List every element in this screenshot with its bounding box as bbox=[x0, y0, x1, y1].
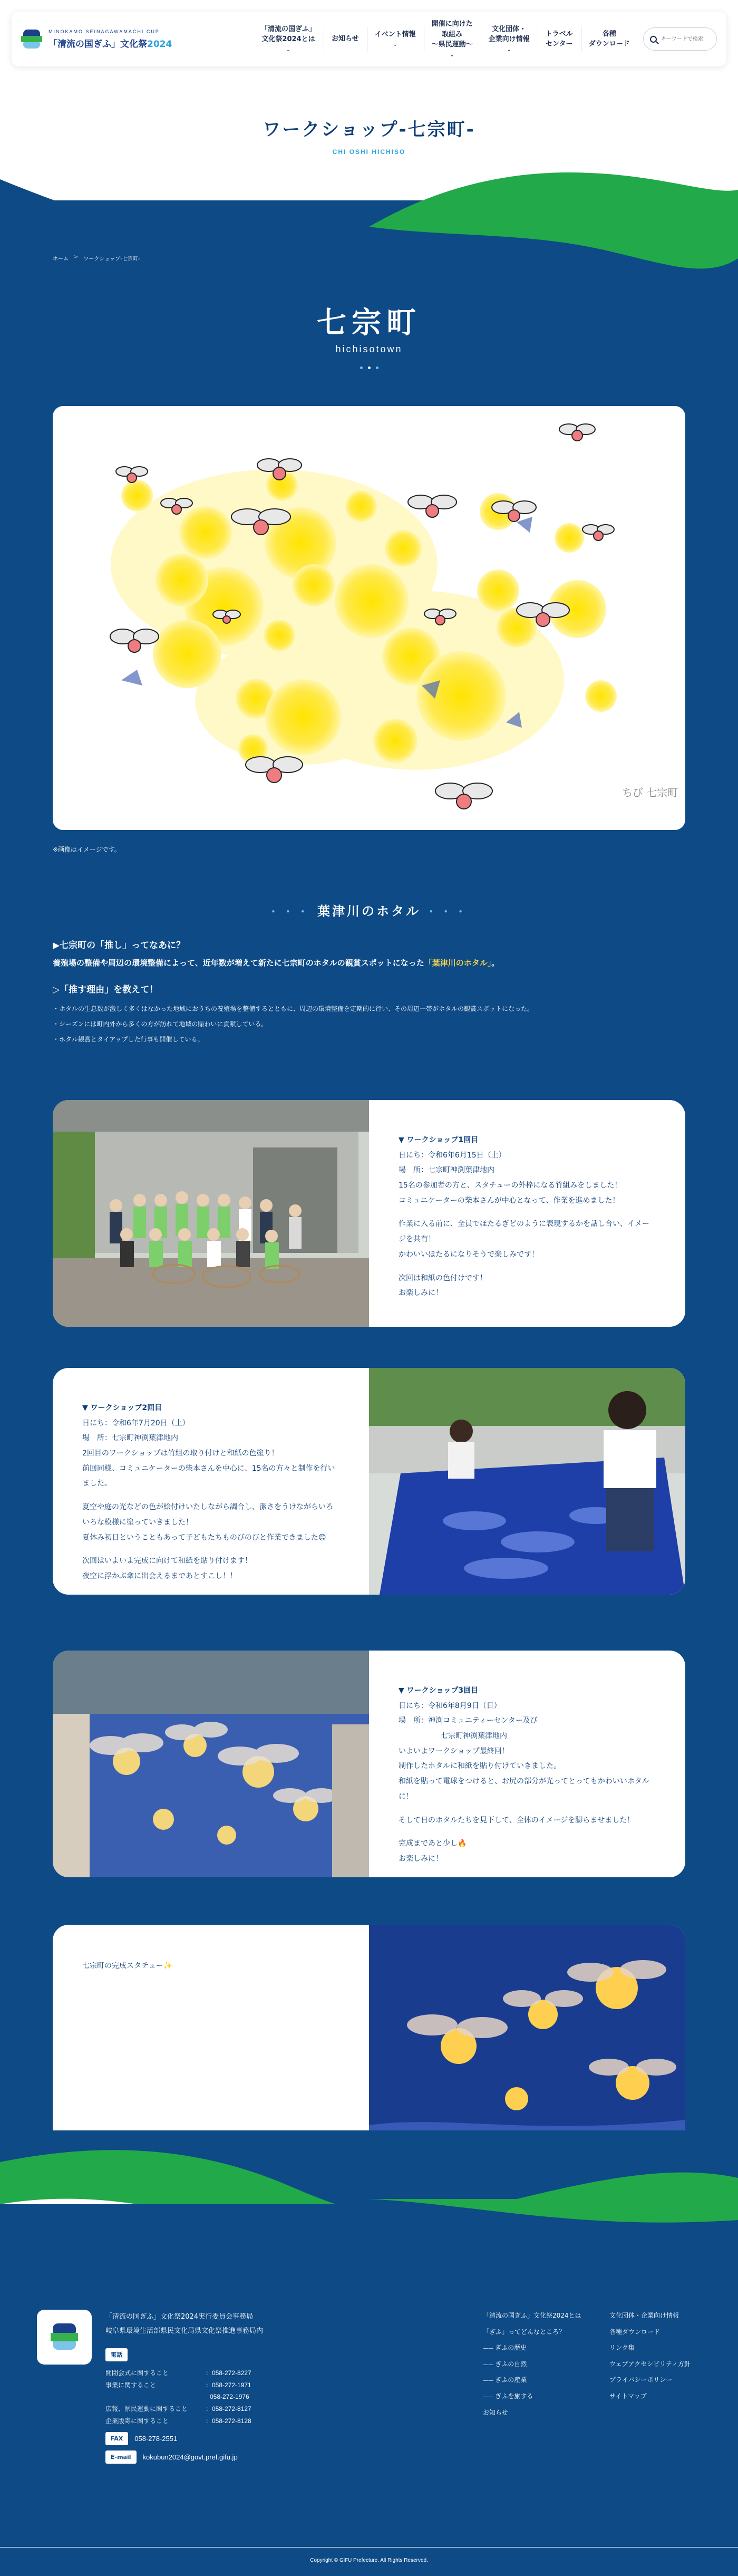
workshop-1-body: お楽しみに！ bbox=[399, 1289, 443, 1298]
workshop-2-place: 場 所：七宗町神渕葉津地内 bbox=[82, 1434, 178, 1443]
nav-organizations[interactable]: 文化団体・ 企業向け情報 ⌄ bbox=[481, 12, 538, 66]
reasons-list bbox=[53, 1001, 685, 1047]
intro-block bbox=[53, 938, 685, 1047]
section-title-en: hichisotown bbox=[335, 344, 403, 354]
workshop-1-place: 場 所：七宗町神渕葉津地内 bbox=[399, 1166, 494, 1175]
nav-news[interactable]: お知らせ bbox=[324, 12, 367, 66]
workshop-2-body: 夜空に浮かぶ傘に出会えるまであとすこし！！ bbox=[82, 1571, 237, 1580]
chevron-down-icon: ⌄ bbox=[507, 47, 511, 53]
footer-link[interactable]: プライバシーポリシー bbox=[609, 2376, 673, 2384]
chevron-down-icon: ⌄ bbox=[286, 47, 290, 53]
copyright: Copyright © GiFU Prefecture. All Rights Reserved. bbox=[310, 2558, 428, 2563]
search-input[interactable] bbox=[661, 36, 714, 42]
fax-badge: FAX bbox=[105, 2432, 128, 2445]
section-heading bbox=[0, 300, 738, 369]
contact-phone[interactable]: ：058-272-8128 bbox=[206, 2417, 251, 2425]
workshop-3-place: 七宗町神渕葉津地内 bbox=[441, 1732, 507, 1741]
workshop-1-body: かわいいほたるになりそうで楽しみです！ bbox=[399, 1250, 539, 1259]
subheading-dots-right: • • • bbox=[429, 908, 467, 915]
workshop-3-body: 和紙を貼って電球をつけると、お尻の部分が光ってとってもかわいいホタルに！ bbox=[399, 1777, 649, 1801]
image-note: ※画像はイメージです。 bbox=[53, 846, 121, 853]
workshop-1-body: 15名の参加者の方と、スタチューの外枠になる竹組みをしました！ bbox=[399, 1181, 622, 1190]
workshop-3-body: いよいよワークショップ最終回！ bbox=[399, 1747, 509, 1755]
list-item: ・ホタルの生息数が激しく多くはなかった地域におうちの養殖場を整備するとともに、周辺の環境整備を定期的に行い、その周辺一帯がホタルの観賞スポットになった。 bbox=[53, 1005, 534, 1012]
footer-contact-info bbox=[105, 2310, 263, 2464]
list-item: ・ホタル観賞とタイアップした行事も開催している。 bbox=[53, 1035, 204, 1043]
workshop-3-body: 完成まであと少し🔥 bbox=[399, 1839, 467, 1848]
workshop-2-body: 2回目のワークショップは竹組の取り付けと和紙の色塗り！ bbox=[82, 1449, 279, 1458]
contact-label: 広報、県民運動に関すること bbox=[105, 2405, 188, 2413]
footer-phone-list bbox=[105, 2367, 263, 2427]
workshop-3-body: そして日のホタルたちを見下して、全体のイメージを膨らませました！ bbox=[399, 1816, 635, 1825]
contact-label: 企業版寄に関すること bbox=[105, 2417, 169, 2425]
footer-link[interactable]: —— ぎふを旅する bbox=[483, 2388, 581, 2405]
footer-org-dept: 岐阜県環境生活部県民文化局県文化祭推進事務局内 bbox=[105, 2327, 264, 2336]
workshop-2-heading: ▼ ワークショップ2回目 bbox=[82, 1404, 162, 1412]
page-subtitle: CHI OSHI HICHISO bbox=[332, 148, 406, 156]
workshop-1-photo bbox=[53, 1100, 369, 1327]
logo-mark-icon bbox=[21, 28, 42, 50]
global-nav bbox=[253, 12, 638, 66]
footer-link[interactable]: —— ぎふの自然 bbox=[483, 2356, 581, 2372]
logo-en-text: MINOKAMO SEINAGAWAMACHI CUP bbox=[48, 28, 160, 34]
logo-jp-text: 「清流の国ぎふ」文化祭2024 bbox=[48, 38, 172, 50]
contact-phone[interactable]: ：058-272-8127 bbox=[206, 2405, 251, 2413]
subheading-dots-left: • • • bbox=[271, 908, 309, 915]
footer-link[interactable]: 各種ダウンロード bbox=[609, 2328, 661, 2336]
footer-nav-col-2 bbox=[609, 2308, 691, 2405]
workshop-3-body: お楽しみに！ bbox=[399, 1854, 443, 1863]
workshop-2-body: 夏休み初日ということもあって子どもたちものびのびと作業できました😊 bbox=[82, 1533, 326, 1542]
workshop-1-heading: ▼ ワークショップ1回目 bbox=[399, 1136, 479, 1144]
finished-statue-photo bbox=[369, 1925, 685, 2152]
site-footer bbox=[0, 2204, 738, 2576]
contact-label: 事業に関すること bbox=[105, 2381, 157, 2389]
page-title: ワークショップ-七宗町- bbox=[263, 119, 475, 140]
email-link[interactable]: kokubun2024@govt.pref.gifu.jp bbox=[142, 2453, 238, 2462]
workshop-3-text bbox=[369, 1651, 685, 1877]
search-icon[interactable] bbox=[650, 36, 657, 43]
footer-nav-col-1 bbox=[483, 2308, 581, 2420]
workshop-card-2 bbox=[53, 1368, 685, 1595]
fax-number: 058-278-2551 bbox=[134, 2434, 178, 2443]
site-header bbox=[12, 12, 726, 66]
workshop-1-body: コミュニケーターの柴本さんが中心となって、作業を進めました！ bbox=[399, 1196, 620, 1205]
footer-link[interactable]: 「ぎふ」ってどんなところ？ bbox=[483, 2328, 566, 2336]
workshop-2-text bbox=[53, 1368, 369, 1595]
nav-initiatives[interactable]: 開催に向けた 取組み ～県民運動～ ⌄ bbox=[424, 12, 481, 66]
workshop-1-body: 作業に入る前に、全員でほたるぎどのように表現するかを話し合い、イメージを共有！ bbox=[399, 1220, 649, 1244]
chevron-down-icon: ⌄ bbox=[450, 52, 454, 58]
footer-link[interactable]: —— ぎふの産業 bbox=[483, 2372, 581, 2388]
tel-badge: 電話 bbox=[105, 2348, 128, 2361]
contact-label bbox=[105, 2391, 206, 2403]
workshop-3-place: 場 所：神渕コミュニティーセンター及び bbox=[399, 1716, 538, 1725]
intro-answer-1: 養殖場の整備や周辺の環境整備によって、近年数が増えて新たに七宗町のホタルの観賞スポットになった「葉津川のホタル」。 bbox=[53, 958, 500, 968]
subheading-label: 葉津川のホタル bbox=[317, 904, 421, 919]
footer-divider bbox=[0, 2547, 738, 2548]
workshop-1-date: 日にち：令和6年6月15日（土） bbox=[399, 1151, 506, 1160]
workshop-1-text bbox=[369, 1100, 685, 1327]
workshop-3-photo bbox=[53, 1651, 369, 1877]
footer-link[interactable]: 文化団体・企業向け情報 bbox=[609, 2312, 679, 2319]
footer-org-name: 「清流の国ぎふ」文化祭2024実行委員会事務局 bbox=[105, 2313, 254, 2321]
hero-illustration bbox=[53, 406, 685, 830]
workshop-2-body: 夏空や庭の光などの色が絵付けいたしながら調合し、潔さをうけながらいろいろな模様に塗っていきました！ bbox=[82, 1503, 333, 1527]
intro-question-1: ▶七宗町の「推し」ってなあに？ bbox=[53, 940, 186, 951]
nav-events[interactable]: イベント情報 ⌄ bbox=[367, 12, 424, 66]
contact-phone[interactable]: ：058-272-8227 bbox=[206, 2369, 251, 2377]
breadcrumb-home[interactable]: ホーム bbox=[53, 256, 69, 262]
nav-travel[interactable]: トラベル センター bbox=[538, 12, 581, 66]
breadcrumb bbox=[53, 254, 140, 262]
intro-question-2: ▷「推す理由」を教えて！ bbox=[53, 985, 159, 995]
workshop-1-body: 次回は和紙の色付けです！ bbox=[399, 1273, 487, 1282]
footer-link[interactable]: ウェブアクセシビリティ方針 bbox=[609, 2360, 691, 2368]
workshop-card-4 bbox=[53, 1925, 685, 2152]
workshop-3-heading: ▼ ワークショップ3回目 bbox=[399, 1686, 479, 1695]
firefly-illustration bbox=[53, 406, 685, 830]
finished-statue-caption: 七宗町の完成スタチュー✨ bbox=[82, 1962, 173, 1970]
page-title-block bbox=[0, 115, 738, 156]
footer-link[interactable]: リンク集 bbox=[609, 2344, 635, 2352]
nav-about[interactable]: 「清流の国ぎふ」 文化祭2024とは ⌄ bbox=[253, 12, 324, 66]
hero-signature: ちび 七宗町 bbox=[622, 786, 678, 799]
workshop-2-photo bbox=[369, 1368, 685, 1595]
search-box[interactable] bbox=[643, 27, 717, 51]
contact-phone[interactable]: ：058-272-1971 bbox=[206, 2381, 251, 2389]
subheading bbox=[0, 901, 738, 919]
workshop-2-body: 次回はいよいよ完成に向けて和紙を貼り付けます！ bbox=[82, 1557, 252, 1566]
footer-link[interactable]: お知らせ bbox=[483, 2408, 508, 2416]
breadcrumb-separator: > bbox=[74, 254, 79, 260]
footer-logo[interactable] bbox=[37, 2310, 92, 2365]
email-badge: E-mail bbox=[105, 2450, 137, 2464]
finished-statue-text bbox=[53, 1925, 369, 2152]
footer-link[interactable]: 「清流の国ぎふ」文化祭2024とは bbox=[483, 2312, 581, 2319]
footer-link[interactable]: —— ぎふの歴史 bbox=[483, 2340, 581, 2356]
email-row bbox=[105, 2450, 263, 2464]
breadcrumb-current: ワークショップ-七宗町- bbox=[83, 256, 140, 262]
top-wave-decoration bbox=[0, 158, 738, 311]
workshop-2-date: 日にち：令和6年7月20日（土） bbox=[82, 1419, 190, 1427]
site-logo[interactable] bbox=[21, 28, 242, 50]
footer-link[interactable]: サイトマップ bbox=[609, 2392, 647, 2400]
dots-decoration bbox=[0, 366, 738, 369]
section-title: 七宗町 bbox=[317, 306, 421, 340]
workshop-3-body: 制作したホタルに和紙を貼り付けていきました。 bbox=[399, 1762, 561, 1771]
nav-downloads[interactable]: 各種 ダウンロード bbox=[581, 12, 638, 66]
fax-row bbox=[105, 2432, 263, 2446]
chevron-down-icon: ⌄ bbox=[393, 42, 397, 47]
list-item: ・シーズンには町内外から多くの方が訪れて地域の賑わいに貢献している。 bbox=[53, 1020, 268, 1028]
workshop-2-body: 前回同様、コミュニケーターの柴本さんを中心に、15名の方々と制作を行いました。 bbox=[82, 1464, 335, 1488]
workshop-card-3 bbox=[53, 1651, 685, 1877]
workshop-card-1 bbox=[53, 1100, 685, 1327]
workshop-3-date: 日にち：令和6年8月9日（日） bbox=[399, 1701, 501, 1710]
contact-phone[interactable]: 058-272-1976 bbox=[210, 2393, 249, 2401]
contact-label: 開閉会式に関すること bbox=[105, 2369, 169, 2377]
